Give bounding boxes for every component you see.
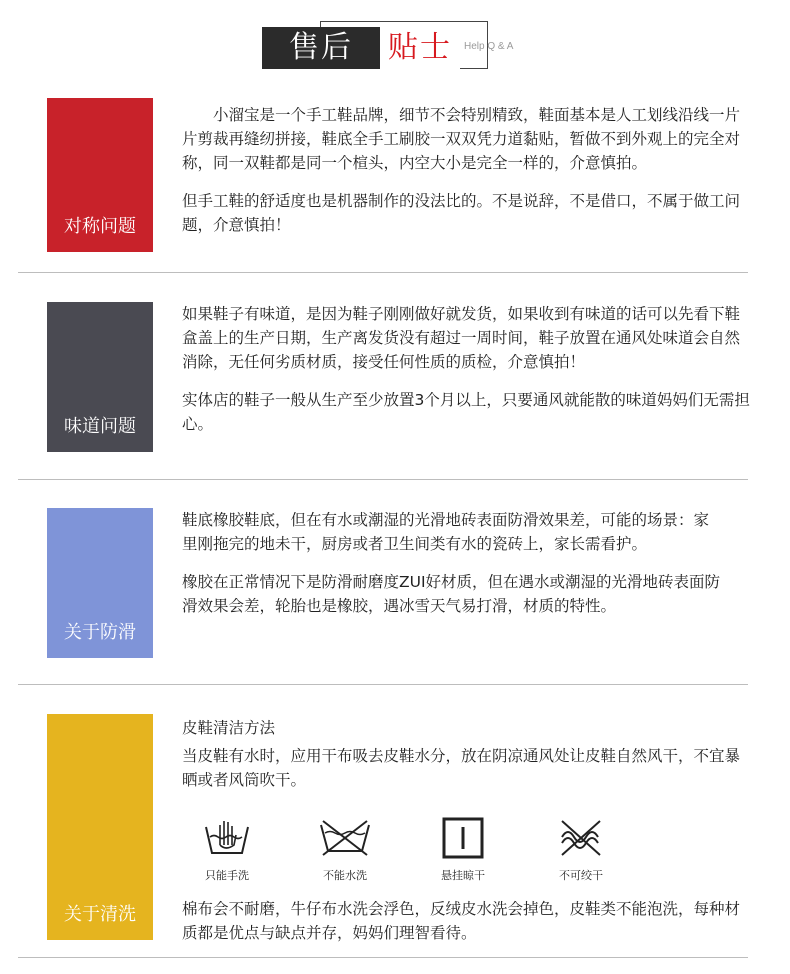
section-label-text: 味道问题 — [64, 416, 136, 437]
paragraph: 如果鞋子有味道，是因为鞋子刚刚做好就发货，如果收到有味道的话可以先看下鞋盒盖上的生产日期，生产离发货没有超过一周时间，鞋子放置在通风处味道会自然消除，无任何劣质材质，接受任何性质的质检，介意慎拍！ — [182, 305, 741, 371]
section-label-text: 关于清洗 — [64, 904, 136, 925]
section-body — [182, 508, 722, 632]
care-item-no-wash — [300, 815, 390, 883]
care-item-no-wring — [536, 815, 626, 883]
divider — [18, 957, 748, 958]
header-title-left: 售后 — [262, 27, 380, 69]
section-body — [182, 716, 752, 806]
divider — [18, 272, 748, 273]
section-label-symmetry — [47, 98, 153, 252]
care-label: 只能手洗 — [205, 869, 249, 882]
section-label-anti-slip — [47, 508, 153, 658]
hand-wash-icon — [202, 815, 252, 861]
paragraph: 鞋底橡胶鞋底，但在有水或潮湿的光滑地砖表面防滑效果差，可能的场景：家里刚拖完的地未干，厨房或者卫生间类有水的瓷砖上，家长需看护。 — [182, 511, 710, 553]
section-body — [182, 103, 752, 251]
care-item-hand-wash — [182, 815, 272, 883]
section-body-bottom — [182, 897, 752, 945]
paragraph: 小溜宝是一个手工鞋品牌，细节不会特别精致，鞋面基本是人工划线沿线一片片剪裁再缝纫拼接，鞋底全手工刷胶一双双凭力道黏贴，暂做不到外观上的完全对称，同一双鞋都是同一个楦头，内空大小是完全一样的，介意慎拍。 — [182, 106, 741, 172]
care-item-hang-dry — [418, 815, 508, 883]
section-label-text: 关于防滑 — [64, 622, 136, 643]
section-label-smell — [47, 302, 153, 452]
section-body — [182, 302, 752, 450]
hang-dry-icon — [440, 815, 486, 861]
care-label: 不能水洗 — [323, 869, 367, 882]
divider — [18, 684, 748, 685]
paragraph: 但手工鞋的舒适度也是机器制作的没法比的。不是说辞，不是借口，不属于做工问题，介意慎拍！ — [182, 192, 741, 234]
header-title-right: 贴士 — [380, 27, 460, 69]
section-label-text: 对称问题 — [64, 216, 136, 237]
section-heading: 皮鞋清洁方法 — [182, 719, 276, 737]
no-wring-icon — [556, 815, 606, 861]
paragraph: 橡胶在正常情况下是防滑耐磨度ZUI好材质，但在遇水或潮湿的光滑地砖表面防滑效果会差，轮胎也是橡胶，遇冰雪天气易打滑，材质的特性。 — [182, 573, 721, 615]
no-wash-icon — [317, 815, 373, 861]
page-header — [262, 21, 514, 69]
care-icons — [182, 815, 642, 893]
paragraph: 实体店的鞋子一般从生产至少放置3个月以上，只要通风就能散的味道妈妈们无需担心。 — [182, 391, 750, 433]
section-label-cleaning — [47, 714, 153, 940]
paragraph: 当皮鞋有水时，应用干布吸去皮鞋水分，放在阴凉通风处让皮鞋自然风干，不宜暴晒或者风筒吹干。 — [182, 747, 741, 789]
divider — [18, 479, 748, 480]
care-label: 悬挂晾干 — [441, 869, 485, 882]
care-label: 不可绞干 — [559, 869, 603, 882]
header-subtitle: Help Q & A — [464, 41, 514, 52]
paragraph: 棉布会不耐磨，牛仔布水洗会浮色，反绒皮水洗会掉色，皮鞋类不能泡洗，每种材质都是优点与缺点并存，妈妈们理智看待。 — [182, 900, 741, 942]
